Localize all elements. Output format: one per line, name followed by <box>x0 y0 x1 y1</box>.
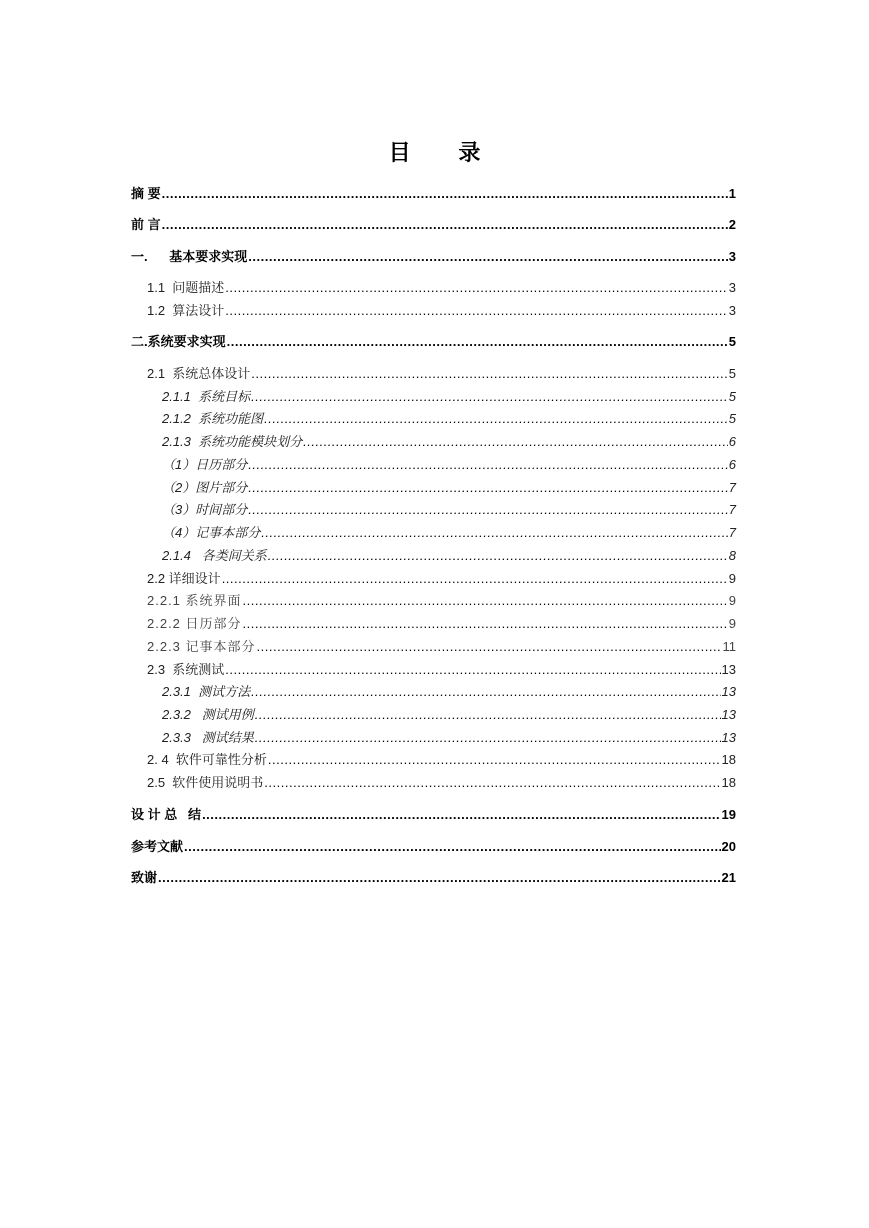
toc-leader <box>225 278 727 298</box>
toc-label: 前 言 <box>131 217 161 232</box>
toc-leader <box>222 569 728 589</box>
toc-label: （2）图片部分 <box>162 480 248 495</box>
toc-entry-2-1[interactable] <box>147 364 736 384</box>
toc-page-number: 9 <box>728 593 736 608</box>
toc-leader <box>257 637 722 657</box>
toc-entry-2-5[interactable] <box>147 773 736 793</box>
toc-entry-2-1-3[interactable] <box>162 432 736 452</box>
toc-leader <box>243 591 728 611</box>
toc-page-number: 20 <box>721 839 736 854</box>
toc-label: 2.2.2 日历部分 <box>147 616 242 631</box>
toc-leader <box>264 409 728 429</box>
toc-page-number: 13 <box>721 662 736 677</box>
toc-entry-2-1-4[interactable] <box>162 546 736 566</box>
toc-label: 2.5 软件使用说明书 <box>147 775 264 790</box>
toc-label: 2.1.4 各类间关系 <box>162 548 267 563</box>
toc-leader <box>251 682 720 702</box>
toc-page-number: 3 <box>728 280 736 295</box>
toc-entry-2-3-3[interactable] <box>162 728 736 748</box>
toc-entry-references[interactable] <box>131 837 736 857</box>
toc-leader <box>248 500 728 520</box>
toc-leader <box>261 523 728 543</box>
toc-page-number: 8 <box>728 548 736 563</box>
toc-page-number: 3 <box>728 249 736 264</box>
toc-leader <box>248 455 728 475</box>
toc-label: 二.系统要求实现 <box>131 334 226 349</box>
toc-page-number: 18 <box>721 775 736 790</box>
toc-label: （1）日历部分 <box>162 457 248 472</box>
toc-label: 摘 要 <box>131 186 161 201</box>
toc-leader <box>225 660 720 680</box>
toc-label: 1.2 算法设计 <box>147 303 225 318</box>
toc-label: 2.3.1 测试方法 <box>162 684 251 699</box>
toc-label: 一. 基本要求实现 <box>131 249 248 264</box>
toc-entry-2-1-2[interactable] <box>162 409 736 429</box>
toc-leader <box>225 301 727 321</box>
toc-entry-2-3-2[interactable] <box>162 705 736 725</box>
toc-page-number: 6 <box>728 457 736 472</box>
toc-label: （4）记事本部分 <box>162 525 261 540</box>
toc-leader <box>255 705 721 725</box>
toc-leader <box>158 868 721 888</box>
toc-page-number: 7 <box>728 502 736 517</box>
toc-leader <box>248 247 727 267</box>
toc-label: 设 计 总 结 <box>131 807 202 822</box>
toc-page-number: 19 <box>721 807 736 822</box>
toc-entry-2-2-3[interactable] <box>147 637 736 657</box>
toc-page-number: 2 <box>728 217 736 232</box>
toc-page-number: 7 <box>728 480 736 495</box>
toc-page-number: 11 <box>722 639 736 654</box>
toc-label: 2.3.3 测试结果 <box>162 730 254 745</box>
toc-page-number: 5 <box>728 411 736 426</box>
toc-entry-picture-part[interactable] <box>162 478 736 498</box>
toc-leader <box>303 432 728 452</box>
toc-page-number: 13 <box>721 730 736 745</box>
toc-title: 目 录 <box>388 141 501 166</box>
toc-label: 2.2.1 系统界面 <box>147 593 242 608</box>
toc-entry-2-2-2[interactable] <box>147 614 736 634</box>
toc-label: （3）时间部分 <box>162 502 248 517</box>
toc-label: 致谢 <box>131 870 158 885</box>
toc-entry-2-1-1[interactable] <box>162 387 736 407</box>
toc-label: 2.3.2 测试用例 <box>162 707 254 722</box>
toc-entry-notebook-part[interactable] <box>162 523 736 543</box>
toc-label: 2.1 系统总体设计 <box>147 366 251 381</box>
toc-page-number: 13 <box>721 707 736 722</box>
toc-leader <box>162 184 728 204</box>
toc-page-number: 3 <box>728 303 736 318</box>
toc-entry-2-2[interactable] <box>147 569 736 589</box>
toc-entry-2-3-1[interactable] <box>162 682 736 702</box>
toc-entry-2-3[interactable] <box>147 660 736 680</box>
toc-leader <box>248 478 728 498</box>
toc-leader <box>255 728 721 748</box>
toc-leader <box>202 805 720 825</box>
toc-label: 2.1.2 系统功能图 <box>162 411 264 426</box>
toc-entry-time-part[interactable] <box>162 500 736 520</box>
toc-label: 2.2 详细设计 <box>147 571 221 586</box>
toc-entry-1-2[interactable] <box>147 301 736 321</box>
toc-label: 1.1 问题描述 <box>147 280 225 295</box>
toc-label: 2.1.1 系统目标 <box>162 389 251 404</box>
toc-page-number: 5 <box>728 389 736 404</box>
toc-entry-calendar-part[interactable] <box>162 455 736 475</box>
toc-page-number: 9 <box>728 571 736 586</box>
toc-entry-2-4[interactable] <box>147 750 736 770</box>
toc-page-number: 9 <box>728 616 736 631</box>
toc-entry-acknowledgements[interactable] <box>131 868 736 888</box>
toc-leader <box>251 387 728 407</box>
toc-page-number: 1 <box>728 186 736 201</box>
toc-page-number: 5 <box>728 366 736 381</box>
toc-entry-chapter-1[interactable] <box>131 247 736 267</box>
toc-entry-1-1[interactable] <box>147 278 736 298</box>
toc-leader <box>264 773 720 793</box>
toc-entry-chapter-2[interactable] <box>131 332 736 352</box>
toc-leader <box>184 837 721 857</box>
toc-label: 2.2.3 记事本部分 <box>147 639 256 654</box>
toc-label: 2. 4 软件可靠性分析 <box>147 752 267 767</box>
toc-label: 参考文献 <box>131 839 184 854</box>
toc-leader <box>162 215 728 235</box>
toc-label: 2.1.3 系统功能模块划分 <box>162 434 303 449</box>
toc-leader <box>268 546 728 566</box>
toc-entry-preface[interactable] <box>131 215 736 235</box>
toc-entry-2-2-1[interactable] <box>147 591 736 611</box>
toc-leader <box>243 614 728 634</box>
toc-page-number: 18 <box>721 752 736 767</box>
toc-page-number: 21 <box>721 870 736 885</box>
toc-leader <box>268 750 721 770</box>
toc-entry-design-summary[interactable] <box>131 805 736 825</box>
toc-page-number: 6 <box>728 434 736 449</box>
toc-entry-abstract[interactable] <box>131 184 736 204</box>
toc-label: 2.3 系统测试 <box>147 662 225 677</box>
toc-page-number: 13 <box>721 684 736 699</box>
toc-page-number: 5 <box>728 334 736 349</box>
toc-leader <box>251 364 727 384</box>
toc-leader <box>227 332 728 352</box>
toc-page-number: 7 <box>728 525 736 540</box>
